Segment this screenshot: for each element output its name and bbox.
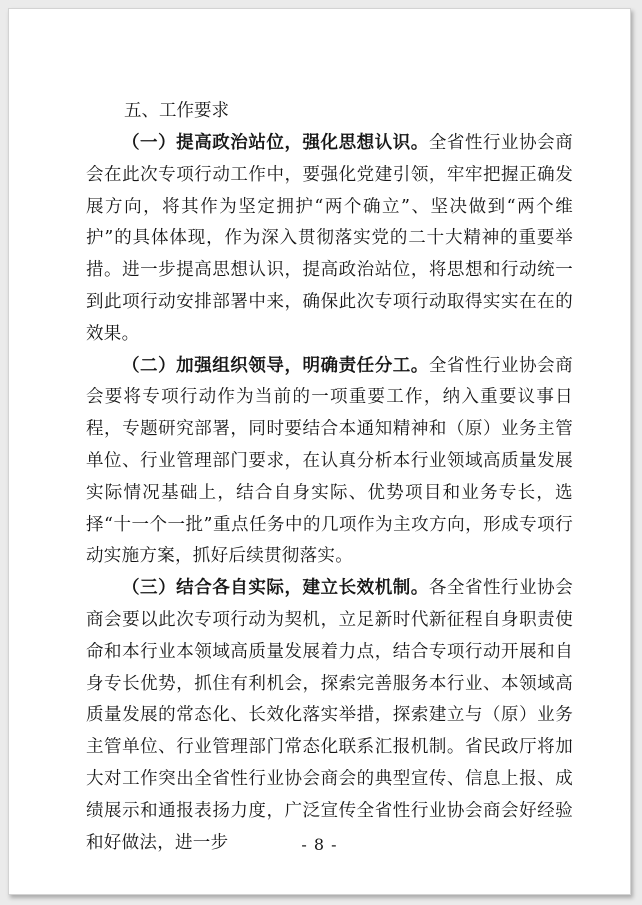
section-heading: 五、工作要求 — [124, 101, 229, 121]
paragraph-1-body: 全省性行业协会商会在此次专项行动工作中，要强化党建引领，牢牢把握正确发展方向，将其作为坚定拥护“两个确立”、坚决做到“两个维护”的具体体现，作为深入贯彻落实党的二十大精神的重要举措。进一步提高思想认识，提高政治站位，将思想和行动统一到此项行动安排部署中来，确保此次专项行动取得实实在在的效果。 — [86, 133, 573, 344]
document-body — [86, 95, 573, 859]
paragraph-1-lead: （一）提高政治站位，强化思想认识。 — [122, 133, 429, 153]
paragraph-3-lead: （三）结合各自实际，建立长效机制。 — [122, 578, 429, 599]
paragraph-2-lead: （二）加强组织领导，明确责任分工。 — [122, 355, 429, 376]
paragraph-1 — [86, 128, 573, 351]
paragraph-2-body: 全省性行业协会商会要将专项行动作为当前的一项重要工作，纳入重要议事日程，专题研究部署，同时要结合本通知精神和（原）业务主管单位、行业管理部门要求，在认真分析本行业领域高质量发展实际情况基础上，结合自身实际、优势项目和业务专长，选择“十一个一批”重点任务中的几项作为主攻方向，形成专项行动实施方案，抓好后续贯彻落实。 — [86, 355, 573, 567]
document-page — [8, 8, 631, 895]
page-number: - 8 - — [301, 835, 338, 854]
paragraph-2 — [86, 351, 573, 574]
paragraph-3 — [86, 573, 573, 859]
paragraph-3-body: 各全省性行业协会商会要以此次专项行动为契机，立足新时代新征程自身职责使命和本行业本领域高质量发展着力点，结合专项行动开展和自身专长优势，抓住有利机会，探索完善服务本行业、本领域高质量发展的常态化、长效化落实举措，探索建立与（原）业务主管单位、行业管理部门常态化联系汇报机制。省民政厅将加大对工作突出全省性行业协会商会的典型宣传、信息上报、成绩展示和通报表扬力度，广泛宣传全省性行业协会商会好经验和好做法，进一步 — [86, 578, 573, 853]
